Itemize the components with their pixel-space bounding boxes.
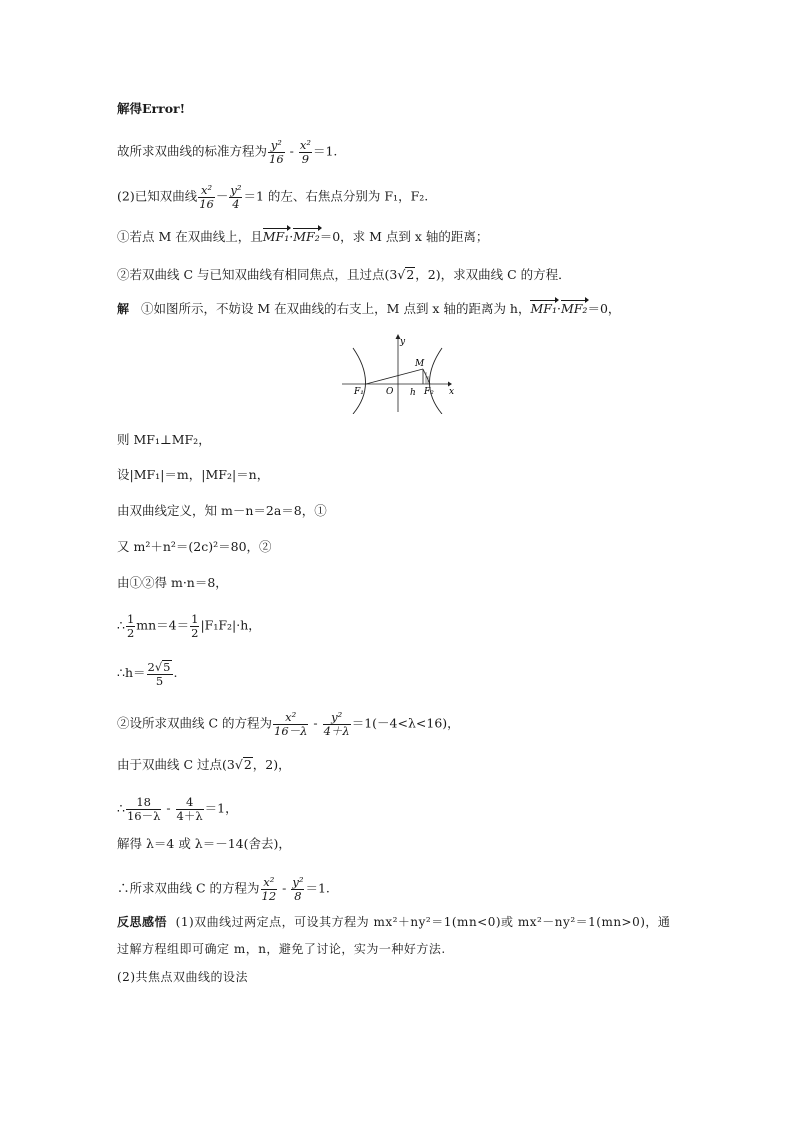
fraction: $\frac{2√5}{5}$ xyxy=(147,660,171,688)
sub-question-2: ②若双曲线 C 与已知双曲线有相同焦点，且过点(3√2，2)，求双曲线 C 的方程． xyxy=(117,267,571,282)
part-2-result: ∴所求双曲线 C 的方程为 $\frac{\text{x²}}{12}$ - $\frac{\text{y²}}{8}$ ＝1. xyxy=(117,875,330,903)
segment-mf1 xyxy=(366,369,423,384)
label-x: x xyxy=(449,387,455,397)
part-2-substitution: ∴ $\frac{18}{16-\lambda}$ - $\frac{4}{4+\lambda}$ ＝1， xyxy=(117,795,238,823)
solution-intro-line: 解 ①如图所示，不妨设 M 在双曲线的右支上，M 点到 x 轴的距离为 h，MF₁·MF₂＝0， xyxy=(117,301,621,316)
label-f1: F₁ xyxy=(354,387,364,397)
fraction: $\frac{\text{y²}}{8}$ xyxy=(292,875,304,903)
fraction: $\frac{18}{16-\lambda}$ xyxy=(126,795,161,823)
fraction: $\frac{\text{y²}}{4+\lambda}$ xyxy=(323,710,350,738)
part-2-lambda: 解得 λ＝4 或 λ＝－14(舍去)， xyxy=(117,836,291,851)
problem-2-statement: (2)已知双曲线 $\frac{\text{x²}}{16}$ － $\frac{\text{y²}}{4}$ ＝1 的左、右焦点分别为 F₁，F₂. xyxy=(117,183,429,211)
fraction: $\frac{4}{4+\lambda}$ xyxy=(176,795,203,823)
fraction: $\frac{1}{2}$ xyxy=(191,612,199,640)
part-2-point: 由于双曲线 C 过点(3√2，2)， xyxy=(117,757,291,772)
vector-mf1: MF₁ xyxy=(262,229,290,244)
step-product: 由①②得 m·n＝8， xyxy=(117,575,228,590)
fraction: $\frac{\text{x²}}{16}$ xyxy=(199,183,214,211)
step-set-lengths: 设|MF₁|＝m，|MF₂|＝n， xyxy=(117,467,270,482)
label-h: h xyxy=(410,388,416,398)
x-axis-arrow xyxy=(448,382,452,387)
fraction: $\frac{1}{2}$ xyxy=(126,612,135,640)
label-y: y xyxy=(400,337,406,347)
right-branch xyxy=(430,348,443,414)
fraction: $\frac{\text{x²}}{16-\lambda}$ xyxy=(274,710,308,738)
fraction: $\frac{\text{x²}}{12}$ xyxy=(261,875,277,903)
step-h-result: ∴h＝ $\frac{2√5}{5}$ . xyxy=(117,660,178,688)
standard-equation-line: 故所求双曲线的标准方程为 $\frac{\text{y²}}{16}$ - $\frac{\text{x²}}{9}$ ＝1. xyxy=(117,138,338,166)
label-o: O xyxy=(386,387,394,397)
label-f2: F₂ xyxy=(424,387,434,397)
reflection-line-2: 过解方程组即可确定 m，n，避免了讨论，实为一种好方法. xyxy=(117,942,446,956)
fraction: $\frac{\text{y²}}{16}$ xyxy=(269,138,284,166)
fraction: $\frac{\text{x²}}{9}$ xyxy=(299,138,311,166)
left-branch xyxy=(353,348,366,414)
vector-mf1: MF₁ xyxy=(530,301,557,316)
vector-mf2: MF₂ xyxy=(293,229,320,244)
step-pythagoras: 又 m²＋n²＝(2c)²＝80，② xyxy=(117,539,272,554)
segment-mf2 xyxy=(423,369,430,384)
hyperbola-figure xyxy=(338,330,458,414)
part-2-setup: ②设所求双曲线 C 的方程为 $\frac{\text{x²}}{16-\lambda}$ - $\frac{\text{y²}}{4+\lambda}$ ＝1(－4<λ<16)， xyxy=(117,710,460,738)
fraction: $\frac{\text{y²}}{4}$ xyxy=(230,183,242,211)
vector-mf2: MF₂ xyxy=(560,301,588,316)
step-perpendicular: 则 MF₁⊥MF₂， xyxy=(117,432,211,447)
solution-result-line: 解得Error! xyxy=(117,101,186,116)
step-definition: 由双曲线定义，知 m－n＝2a＝8，① xyxy=(117,503,327,518)
step-area: ∴ $\frac{1}{2}$ mn＝4＝ $\frac{1}{2}$ |F₁F₂|·h， xyxy=(117,612,261,640)
reflection-line-3: (2)共焦点双曲线的设法 xyxy=(117,970,248,984)
label-m: M xyxy=(415,359,425,369)
sub-question-1: ①若点 M 在双曲线上，且MF₁·MF₂＝0，求 M 点到 x 轴的距离； xyxy=(117,229,489,244)
reflection-line-1: 反思感悟 (1)双曲线过两定点，可设其方程为 mx²＋ny²＝1(mn<0)或 mx²－ny²＝1(mn>0)，通 xyxy=(117,915,671,929)
